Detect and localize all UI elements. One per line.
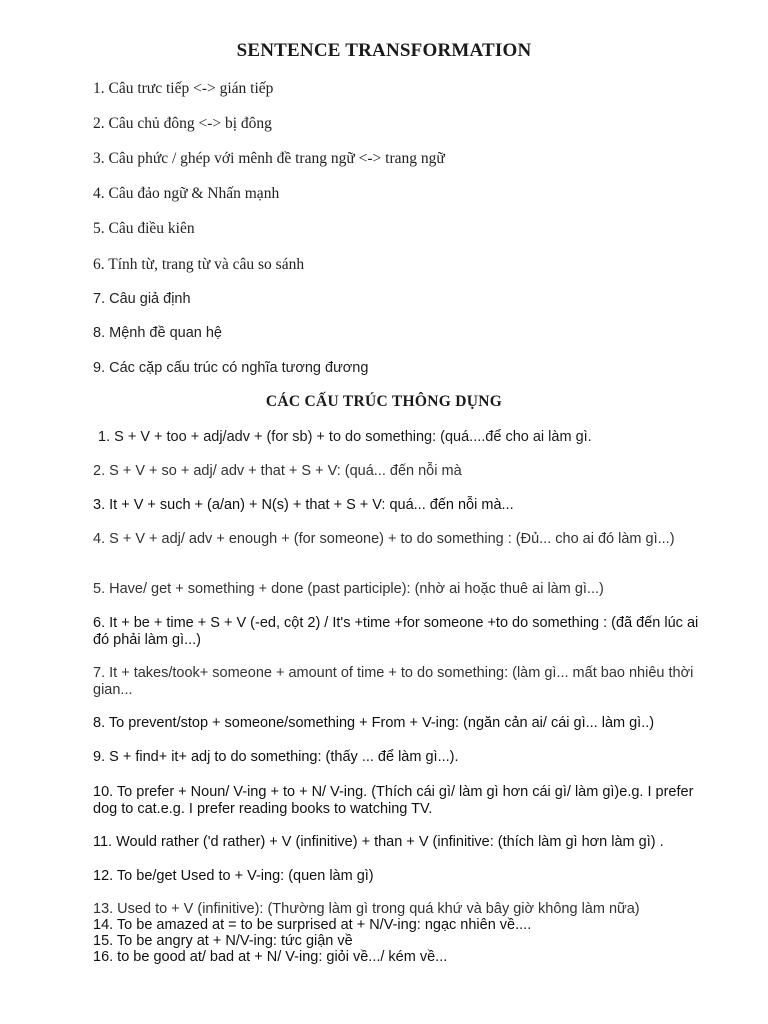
structure-item-15: 15. To be angry at + N/V-ing: tức giận về bbox=[93, 933, 353, 949]
structure-item-14: 14. To be amazed at = to be surprised at + N/V-ing: ngạc nhiên về.... bbox=[93, 917, 532, 933]
toc-item-1: 1. Câu trưc tiếp <-> gián tiếp bbox=[93, 80, 274, 97]
structure-item-16: 16. to be good at/ bad at + N/ V-ing: giỏi về.../ kém về... bbox=[93, 949, 448, 965]
toc-item-5: 5. Câu điều kiên bbox=[93, 220, 195, 237]
toc-item-2: 2. Câu chủ đông <-> bị đông bbox=[93, 115, 272, 132]
structure-item-13: 13. Used to + V (infinitive): (Thường làm gì trong quá khứ và bây giờ không làm nữa) bbox=[93, 901, 640, 917]
structure-item-10: 10. To prefer + Noun/ V-ing + to + N/ V-ing. (Thích cái gì/ làm gì hơn cái gì/ làm gì)e.g. I prefer dog to cat.e.g. I prefer reading books to watching TV. bbox=[93, 784, 694, 817]
structure-item-8: 8. To prevent/stop + someone/something + From + V-ing: (ngăn cản ai/ cái gì... làm gì..) bbox=[93, 715, 655, 731]
structure-item-4: 4. S + V + adj/ adv + enough + (for someone) + to do something : (Đủ... cho ai đó làm gì...) bbox=[93, 531, 675, 547]
toc-item-3: 3. Câu phức / ghép với mênh đề trang ngữ <-> trang ngữ bbox=[93, 150, 445, 167]
toc-item-4: 4. Câu đảo ngữ & Nhấn mạnh bbox=[93, 185, 280, 202]
structure-item-11: 11. Would rather ('d rather) + V (infinitive) + than + V (infinitive: (thích làm gì hơn làm gì) . bbox=[93, 834, 664, 850]
toc-item-7: 7. Câu giả định bbox=[93, 291, 191, 307]
structure-item-3: 3. It + V + such + (a/an) + N(s) + that + S + V: quá... đến nỗi mà... bbox=[93, 497, 514, 513]
structure-item-7: 7. It + takes/took+ someone + amount of time + to do something: (làm gì... mất bao nhiêu thời gian... bbox=[93, 665, 694, 698]
structure-item-5: 5. Have/ get + something + done (past participle): (nhờ ai hoặc thuê ai làm gì...) bbox=[93, 581, 604, 597]
structure-item-9: 9. S + find+ it+ adj to do something: (thấy ... để làm gì...). bbox=[93, 749, 459, 765]
section-subtitle: CÁC CẤU TRÚC THÔNG DỤNG bbox=[265, 393, 503, 410]
structure-item-2: 2. S + V + so + adj/ adv + that + S + V: (quá... đến nỗi mà bbox=[93, 463, 462, 479]
structure-item-6: 6. It + be + time + S + V (-ed, cột 2) / It's +time +for someone +to do something : (đã đến lúc ai đó phải làm gì...) bbox=[93, 615, 699, 648]
structure-item-12: 12. To be/get Used to + V-ing: (quen làm gì) bbox=[93, 868, 374, 884]
page-title: SENTENCE TRANSFORMATION bbox=[236, 40, 532, 61]
toc-item-8: 8. Mệnh đề quan hệ bbox=[93, 325, 222, 341]
toc-item-6: 6. Tính từ, trang từ và câu so sánh bbox=[93, 256, 305, 273]
structure-item-1: 1. S + V + too + adj/adv + (for sb) + to do something: (quá....để cho ai làm gì. bbox=[98, 429, 592, 445]
toc-item-9: 9. Các cặp cấu trúc có nghĩa tương đương bbox=[93, 360, 369, 376]
